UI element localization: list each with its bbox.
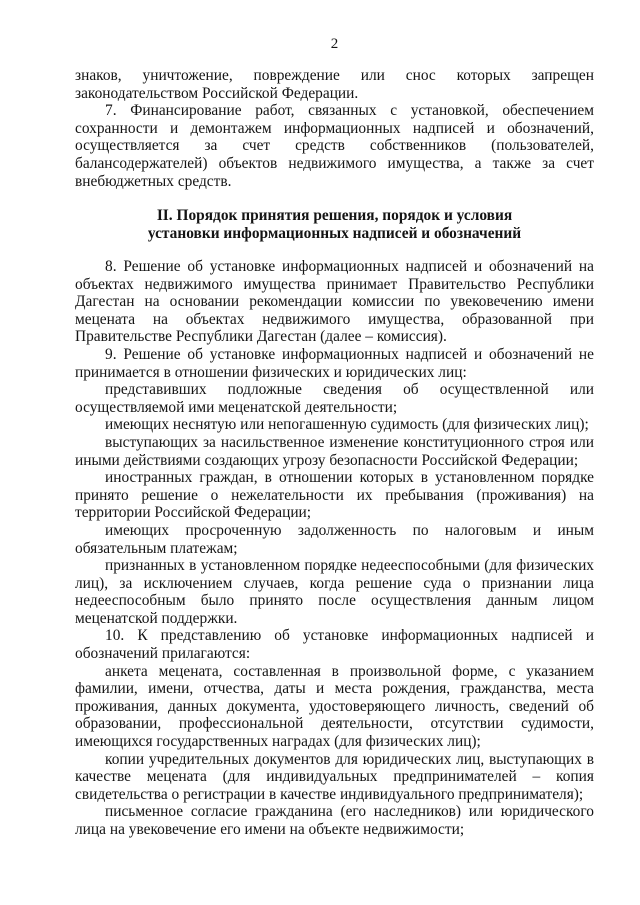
list-item: признанных в установленном порядке недееспособными (для физических лиц), за исключением случаев, когда решение суда о признании лица недееспособным было принято после осуществления данным лицом меценатской поддержки.: [75, 557, 594, 627]
list-item: имеющих неснятую или непогашенную судимость (для физических лиц);: [105, 416, 589, 434]
paragraph-10: 10. К представлению об установке информационных надписей и обозначений прилагаются:: [75, 627, 594, 663]
section-heading: [75, 207, 594, 243]
list-item: копии учредительных документов для юридических лиц, выступающих в качестве мецената (для индивидуальных предпринимателей – копия свидетельства о регистрации в качестве индивидуального предпринимателя);: [75, 750, 594, 803]
list-item: иностранных граждан, в отношении которых в установленном порядке принято решение о нежелательности их пребывания (проживания) на территории Российской Федерации;: [75, 469, 594, 522]
section-heading-line-1: II. Порядок принятия решения, порядок и условия: [156, 207, 513, 224]
list-item: письменное согласие гражданина (его наследников) или юридического лица на увековечение его имени на объекте недвижимости;: [75, 803, 594, 838]
paragraph-continuation: знаков, уничтожение, повреждение или снос которых запрещен законодательством Российской Федерации.: [75, 67, 594, 102]
list-item: анкета мецената, составленная в произвольной форме, с указанием фамилии, имени, отчества, даты и места рождения, гражданства, места проживания, данных документа, удостоверяющего личность, сведений об образовании, профессиональной деятельности, отсутствии судимости, имеющихся государственных наградах (для физических лиц);: [75, 662, 594, 751]
paragraph-7: 7. Финансирование работ, связанных с установкой, обеспечением сохранности и демонтажем информационных надписей и обозначений, осуществляется за счет средств собственников (пользователей, балансодержателей) объектов недвижимого имущества, а также за счет внебюджетных средств.: [75, 102, 594, 190]
list-item: имеющих просроченную задолженность по налоговым и иным обязательным платежам;: [75, 521, 594, 557]
paragraph-9: 9. Решение об установке информационных надписей и обозначений не принимается в отношении физических и юридических лиц:: [75, 345, 594, 381]
paragraph-8: 8. Решение об установке информационных надписей и обозначений на объектах недвижимого имущества принимает Правительство Республики Дагестан на основании рекомендации комиссии по увековечению имени мецената на объектах недвижимого имущества, образованной при Правительстве Республики Дагестан (далее – комиссия).: [75, 258, 594, 346]
list-item: представивших подложные сведения об осуществленной или осуществляемой ими меценатской деятельности;: [75, 381, 594, 416]
page-number: 2: [330, 36, 339, 52]
list-item: выступающих за насильственное изменение конституционного строя или иными действиями создающих угрозу безопасности Российской Федерации;: [75, 433, 594, 469]
top-text-block: [75, 67, 594, 190]
section-heading-line-2: установки информационных надписей и обозначений: [147, 225, 522, 242]
main-text-block: [75, 258, 594, 839]
